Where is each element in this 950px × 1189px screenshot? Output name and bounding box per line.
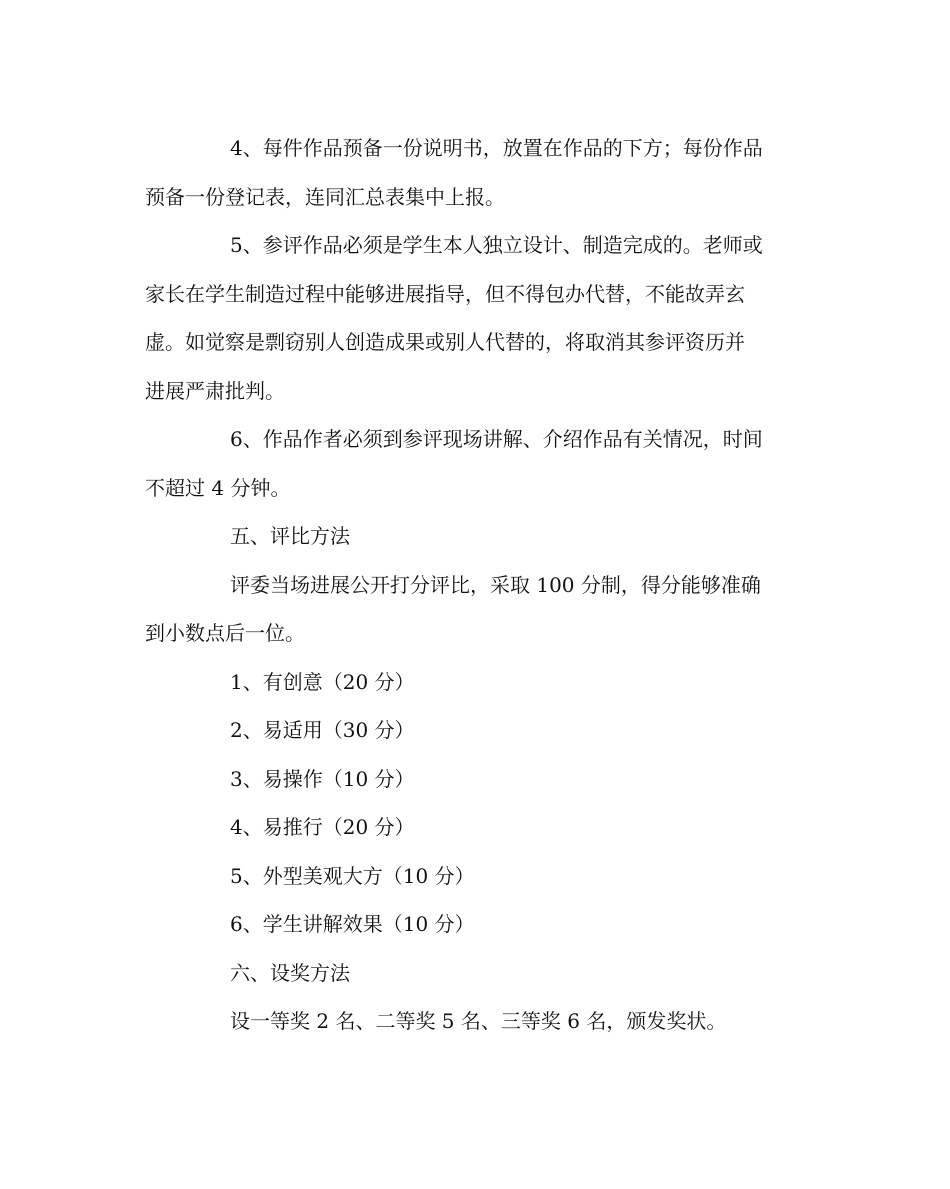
section-heading: 五、评比方法 (230, 524, 350, 548)
paragraph-line: 不超过 4 分钟。 (145, 475, 291, 500)
paragraph-line: 虚。如觉察是剽窃别人创造成果或别人代替的，将取消其参评资历并 (145, 330, 745, 354)
criteria-item: 6、学生讲解效果（10 分） (230, 912, 475, 936)
criteria-item: 5、外型美观大方（10 分） (230, 863, 475, 888)
criteria-item: 2、易适用（30 分） (230, 718, 415, 742)
paragraph-line: 进展严肃批判。 (145, 378, 285, 403)
paragraph-line: 4、每件作品预备一份说明书，放置在作品的下方；每份作品 (230, 136, 763, 160)
criteria-item: 4、易推行（20 分） (230, 815, 415, 839)
paragraph-line: 到小数点后一位。 (145, 621, 305, 645)
paragraph-line: 6、作品作者必须到参评现场讲解、介绍作品有关情况，时间 (230, 427, 763, 451)
paragraph-line: 设一等奖 2 名、二等奖 5 名、三等奖 6 名，颁发奖状。 (230, 1009, 727, 1033)
section-heading: 六、设奖方法 (230, 960, 350, 985)
paragraph-line: 评委当场进展公开打分评比，采取 100 分制，得分能够准确 (230, 572, 761, 597)
paragraph-line: 家长在学生制造过程中能够进展指导，但不得包办代替，不能故弄玄 (145, 281, 745, 306)
criteria-item: 1、有创意（20 分） (230, 669, 415, 694)
paragraph-line: 预备一份登记表，连同汇总表集中上报。 (145, 184, 505, 209)
document-body (145, 124, 810, 1046)
criteria-item: 3、易操作（10 分） (230, 766, 415, 791)
paragraph-line: 5、参评作品必须是学生本人独立设计、制造完成的。老师或 (230, 233, 763, 257)
